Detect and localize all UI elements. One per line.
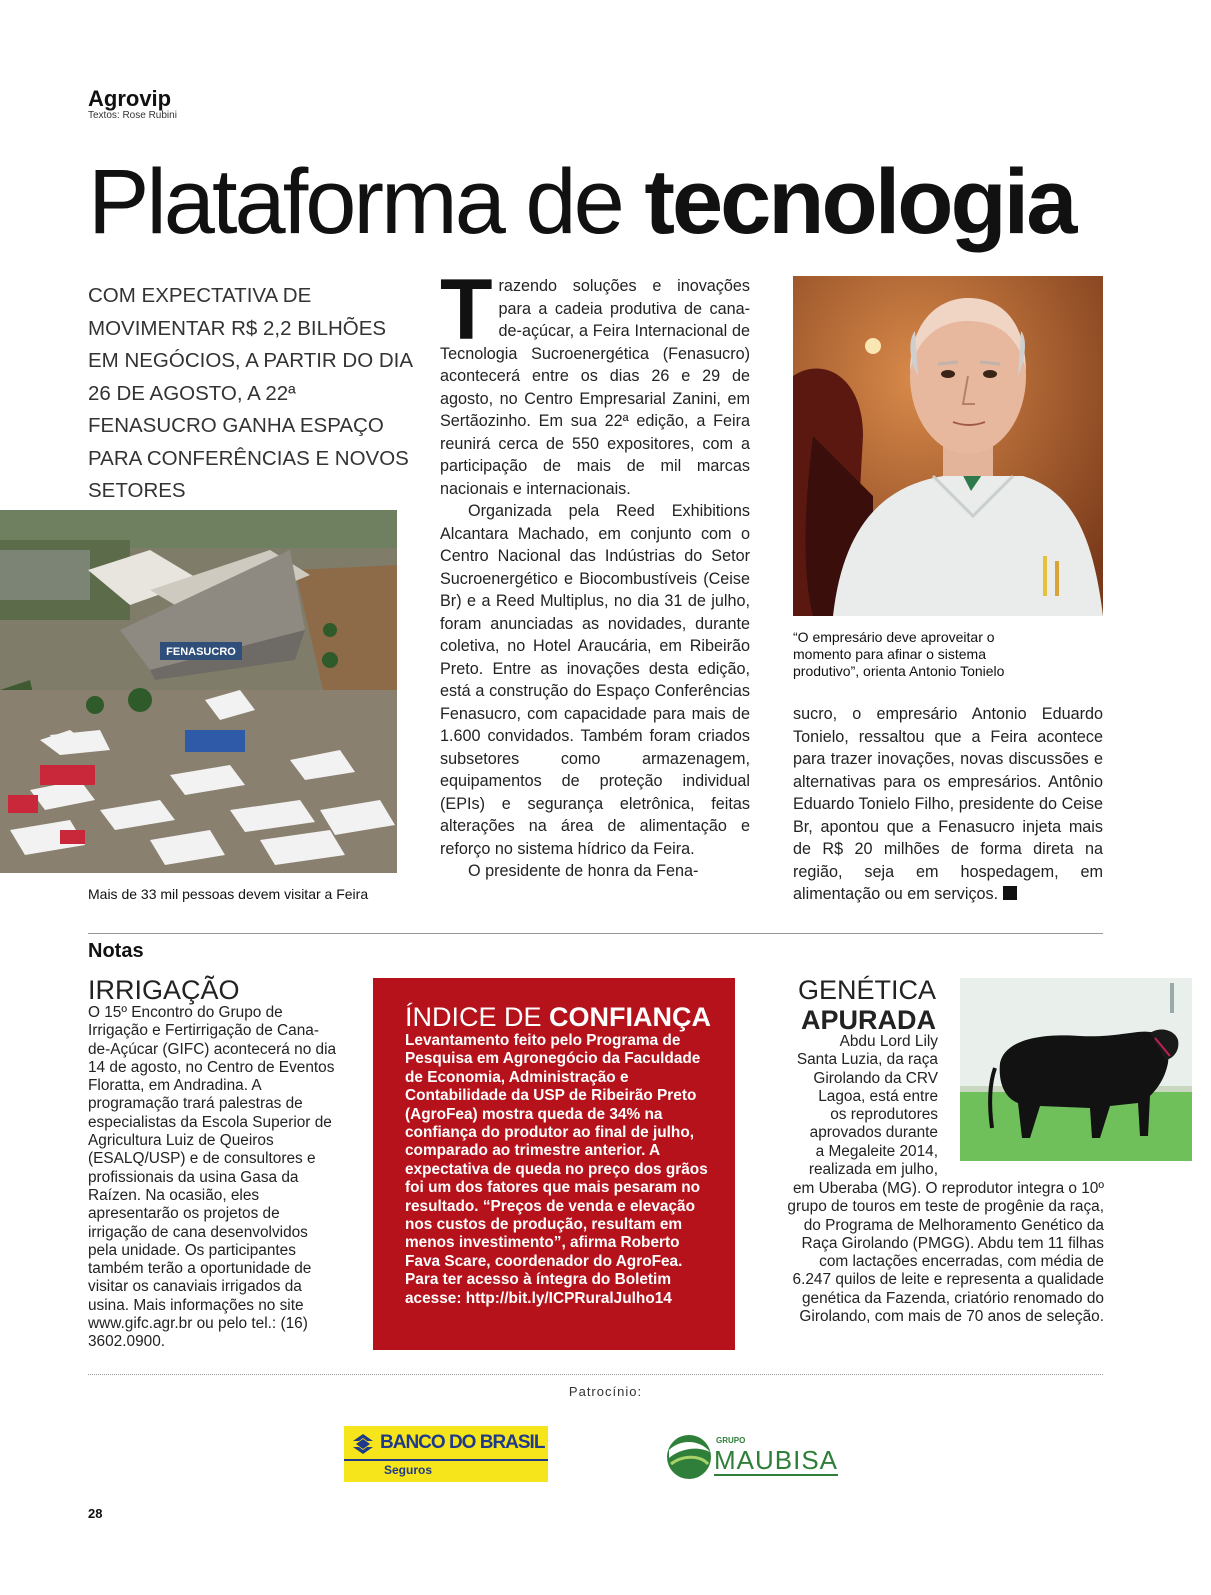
drop-cap: T	[440, 262, 493, 358]
genetica-title-light: GENÉTICA	[797, 975, 936, 1005]
indice-title-bold: CONFIANÇA	[549, 1002, 712, 1032]
lead-text: COM EXPECTATIVA DE MOVIMENTAR R$ 2,2 BILHÕES EM NEGÓCIOS, A PARTIR DO DIA 26 DE AGOSTO, A 22ª FENASUCRO GANHA ESPAÇO PARA CONFERÊNCIAS E NOVOS SETORES	[88, 284, 412, 502]
genetica-line: Lagoa, está entre	[818, 1087, 938, 1105]
section-divider	[88, 933, 1103, 934]
article-paragraph-1: razendo soluções e inovações para a cadeia produtiva de cana-de-açúcar, a Feira Internacional de Tecnologia Sucroenergética (Fenasucro) acontecerá entre os dias 26 e 29 de agosto, no Centro Empresarial Zanini, em Sertãozinho. Em sua 22ª edição, a Feira reunirá cerca de 550 expositores, com a participação de mais de mil marcas nacionais e internacionais.	[440, 277, 750, 498]
banco-do-brasil-logo	[344, 1426, 548, 1480]
genetica-line: aprovados durante	[809, 1124, 938, 1142]
irrigacao-body: O 15º Encontro do Grupo de Irrigação e Fertirrigação de Cana-de-Açúcar (GIFC) acontecerá no dia 14 de agosto, no Centro de Eventos Floratta, em Andradina. A programação trará palestras de especialistas da Escola Superior de Agricultura Luiz de Queiros (ESALQ/USP) e de consultores e profissionais da usina Gasa da Raízen. Na ocasião, eles apresentarão os projetos de irrigação de cana desenvolvidos pela unidade. Os participantes também terão a oportunidade de visitar os canaviais irrigados da usina. Mais informações no site www.gifc.agr.br ou pelo tel.: (16) 3602.0900.	[88, 1004, 337, 1351]
article-paragraph-2: Organizada pela Reed Exhibitions Alcantara Machado, em conjunto com o Centro Nacional das Indústrias do Setor Sucroenergético e Biocombustíveis (Ceise Br) e a Reed Multiplus, no dia 31 de julho, foram anunciadas as novidades, durante coletiva, no Hotel Araucária, em Ribeirão Preto. Entre as inovações desta edição, está a construção do Espaço Conferências Fenasucro, com capacidade para mais de 1.600 convidados. Também foram criados subsetores como armazenagem, equipamentos de proteção individual (EPIs) e segurança eletrônica, feitas alterações na área de alimentação e reforço no sistema hídrico da Feira.	[440, 502, 750, 858]
genetica-line: a Megaleite 2014,	[815, 1142, 938, 1160]
byline: Textos: Rose Rubini	[88, 110, 177, 121]
aerial-illustration	[0, 510, 397, 873]
bull-photo	[960, 978, 1192, 1161]
genetica-line: realizada em julho,	[808, 1161, 938, 1179]
genetica-title	[760, 975, 936, 1035]
maubisa-name: MAUBISA	[714, 1445, 839, 1475]
indice-body: Levantamento feito pelo Programa de Pesquisa em Agronegócio da Faculdade de Economia, Administração e Contabilidade da USP de Ribeirão Preto (AgroFea) mostra queda de 34% na confiança do produtor ao final de julho, comparado ao trimestre anterior. A expectativa de queda no preço dos grãos foi um dos fatores que mais pesaram no resultado. “Preços de venda e elevação nos custos de produção, resultam em menos investimento”, afirma Roberto Fava Scare, coordenador do AgroFea. Para ter acesso à íntegra do Boletim acesse: http://bit.ly/ICPRuralJulho14	[405, 1032, 708, 1307]
sponsors-divider	[88, 1374, 1103, 1375]
genetica-line: os reprodutores	[830, 1106, 938, 1124]
genetica-body-lines	[760, 1033, 938, 1179]
genetica-line: Girolando da CRV	[813, 1069, 938, 1087]
portrait-illustration	[793, 276, 1103, 616]
maubisa-small-label: GRUPO	[716, 1436, 746, 1445]
article-paragraph-3: O presidente de honra da Fena-	[468, 862, 699, 880]
page-number: 28	[88, 1506, 103, 1521]
genetica-line: Santa Luzia, da raça	[796, 1051, 938, 1069]
bb-sub: Seguros	[384, 1463, 433, 1477]
sponsors-label: Patrocínio:	[568, 1384, 643, 1399]
genetica-line: Abdu Lord Lily	[839, 1033, 938, 1050]
indice-confianca-box	[373, 978, 735, 1350]
genetica-body-rest: em Uberaba (MG). O reprodutor integra o 10º grupo de touros em teste de progênie da raça, do Programa de Melhoramento Genético da Raça Girolando (PMGG). Abdu tem 11 filhas com lactações encerradas, com média de 6.247 quilos de leite e representa a qualidade genética da Fazenda, criatório renomado do Girolando, com mais de 70 anos de seleção.	[787, 1180, 1104, 1326]
section-name: Agrovip	[88, 86, 172, 111]
article-column-2	[793, 703, 1103, 906]
bb-name: BANCO DO BRASIL	[380, 1432, 545, 1453]
notas-heading: Notas	[88, 940, 144, 962]
bull-illustration	[960, 978, 1192, 1161]
title-light: Plataforma de	[88, 151, 622, 253]
maubisa-symbol-icon	[666, 1434, 712, 1480]
portrait-photo-caption: “O empresário deve aproveitar o momento para afinar o sistema produtivo”, orienta Antonio Tonielo	[793, 629, 1005, 679]
page-title	[88, 150, 1118, 260]
end-mark-icon	[1003, 886, 1017, 900]
article-paragraph-3-continued	[793, 703, 1103, 906]
article-column-1	[440, 262, 750, 905]
bb-symbol-icon	[352, 1433, 374, 1455]
aerial-photo-caption: Mais de 33 mil pessoas devem visitar a Feira	[88, 886, 369, 902]
genetica-title-bold: APURADA	[801, 1005, 936, 1035]
irrigacao-title: IRRIGAÇÃO	[88, 975, 240, 1005]
indice-title-light: ÍNDICE DE	[405, 1002, 542, 1032]
indice-title	[405, 1002, 711, 1033]
maubisa-logo	[666, 1432, 846, 1482]
title-bold: tecnologia	[644, 151, 1075, 253]
bb-seguros-bar	[344, 1459, 548, 1482]
portrait-photo	[793, 276, 1103, 616]
article-paragraph-3-text: sucro, o empresário Antonio Eduardo Tonielo, ressaltou que a Feira acontece para trazer inovações, novas discussões e alternativas para os empresários. Antônio Eduardo Tonielo Filho, presidente do Ceise Br, apontou que a Fenasucro injeta mais de R$ 20 milhões de forma direta na região, seja em hospedagem, em alimentação ou em serviços.	[793, 705, 1103, 903]
fenasucro-sign: FENASUCRO	[166, 646, 236, 658]
aerial-photo	[0, 510, 397, 873]
